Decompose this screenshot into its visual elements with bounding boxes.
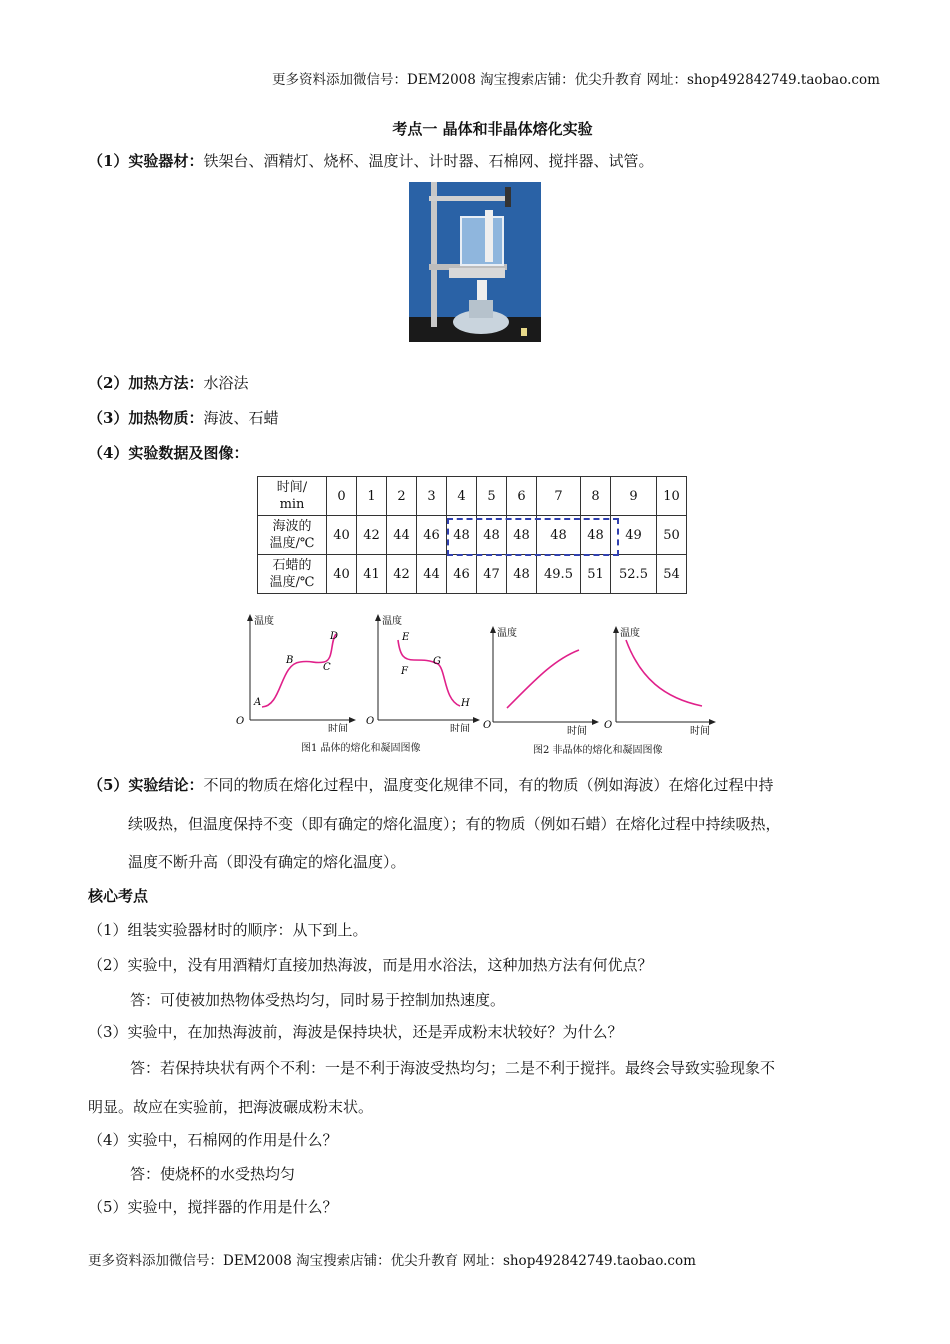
table-cell: 44 [387, 516, 417, 555]
section-title: 考点一 晶体和非晶体熔化实验 [392, 120, 593, 138]
method-label: （2）加热方法： [88, 374, 204, 392]
x-axis-arrow-icon [473, 717, 480, 723]
table-cell: 46 [417, 516, 447, 555]
question-2: （2）实验中，没有用酒精灯直接加热海波，而是用水浴法，这种加热方法有何优点？ [88, 956, 653, 974]
amorphous-melting-curve [507, 650, 579, 708]
table-cell: 2 [387, 477, 417, 516]
header-unit: min [279, 497, 305, 512]
table-cell: 9 [611, 477, 657, 516]
page-header: 更多资料添加微信号：DEM2008 淘宝搜索店铺：优尖升教育 网址：shop492842749.taobao.com [272, 72, 880, 88]
graph-crystal-solidifying [364, 612, 484, 736]
apparatus-illustration [409, 182, 541, 342]
table-row [258, 555, 687, 594]
row-label: 石蜡的 [272, 558, 312, 573]
origin-label: O [604, 720, 613, 731]
table-cell: 50 [657, 516, 687, 555]
substance-line [88, 407, 278, 428]
question-3: （3）实验中，在加热海波前，海波是保持块状，还是弄成粉末状较好？为什么？ [88, 1023, 623, 1041]
point-label: E [402, 632, 410, 643]
x-axis-label: 时间 [328, 724, 348, 732]
table-cell: 0 [327, 477, 357, 516]
conclusion-line-3: 温度不断升高（即没有确定的熔化温度）。 [128, 853, 406, 871]
table-header-cell [258, 477, 327, 516]
graph-amorphous-solidifying [604, 612, 720, 740]
y-axis-arrow-icon [375, 614, 381, 621]
table-cell: 54 [657, 555, 687, 594]
method-text: 水浴法 [203, 374, 249, 392]
origin-label: O [366, 716, 375, 727]
page-footer: 更多资料添加微信号：DEM2008 淘宝搜索店铺：优尖升教育 网址：shop492842749.taobao.com [88, 1253, 696, 1269]
table-cell: 4 [447, 477, 477, 516]
table-cell: 48 [447, 516, 477, 555]
table-cell: 1 [357, 477, 387, 516]
core-title: 核心考点 [88, 887, 149, 905]
table-cell: 8 [581, 477, 611, 516]
origin-label: O [483, 720, 492, 731]
table-cell: 42 [357, 516, 387, 555]
point-label: F [401, 666, 408, 677]
table-cell: 51 [581, 555, 611, 594]
table-cell: 42 [387, 555, 417, 594]
substance-label: （3）加热物质： [88, 409, 204, 427]
table-cell: 48 [507, 555, 537, 594]
table-cell: 52.5 [611, 555, 657, 594]
point-label: C [323, 662, 331, 673]
table-cell: 40 [327, 555, 357, 594]
point-label: D [330, 631, 339, 642]
table-cell: 7 [537, 477, 581, 516]
substance-text: 海波、石蜡 [203, 409, 279, 427]
graph-amorphous-melting [483, 612, 603, 740]
table-cell: 46 [447, 555, 477, 594]
answer-3-line-2: 明显。故应在实验前，把海波碾成粉末状。 [88, 1098, 374, 1116]
table-cell: 6 [507, 477, 537, 516]
table-header-cell [258, 516, 327, 555]
row-unit: 温度/℃ [269, 575, 315, 590]
y-axis-arrow-icon [613, 626, 619, 633]
table-cell: 48 [537, 516, 581, 555]
origin-label: O [236, 716, 245, 727]
x-axis-label: 时间 [450, 724, 470, 732]
y-axis-arrow-icon [490, 626, 496, 633]
equipment-line [88, 150, 653, 171]
conclusion-line-1 [88, 774, 773, 795]
x-axis-label: 时间 [690, 726, 710, 736]
x-axis-arrow-icon [592, 719, 599, 725]
conclusion-label: （5）实验结论： [88, 776, 204, 794]
conclusion-line-2: 续吸热，但温度保持不变（即有确定的熔化温度）；有的物质（例如石蜡）在熔化过程中持续吸热， [128, 815, 781, 833]
y-axis-label: 温度 [254, 616, 274, 627]
x-axis-arrow-icon [709, 719, 716, 725]
table-header-cell [258, 555, 327, 594]
equipment-label: （1）实验器材： [88, 152, 204, 170]
table-cell: 5 [477, 477, 507, 516]
method-line [88, 372, 248, 393]
apparatus-photo [409, 182, 541, 342]
data-label: （4）实验数据及图像： [88, 444, 249, 462]
figure-caption-1: 图1 晶体的熔化和凝固图像 [301, 743, 421, 754]
answer-2: 答：可使被加热物体受热均匀，同时易于控制加热速度。 [130, 991, 506, 1009]
plateau-highlight-box [447, 518, 619, 556]
x-axis-label: 时间 [567, 726, 587, 736]
table-cell: 44 [417, 555, 447, 594]
y-axis-label: 温度 [497, 628, 517, 639]
figure-caption-2: 图2 非晶体的熔化和凝固图像 [533, 745, 663, 756]
table-cell: 41 [357, 555, 387, 594]
conclusion-text-1: 不同的物质在熔化过程中，温度变化规律不同，有的物质（例如海波）在熔化过程中持 [203, 776, 774, 794]
question-1: （1）组装实验器材时的顺序：从下到上。 [88, 921, 368, 939]
y-axis-label: 温度 [382, 616, 402, 627]
table-cell: 49.5 [537, 555, 581, 594]
point-label: A [254, 697, 262, 708]
table-row [258, 477, 687, 516]
equipment-text: 铁架台、酒精灯、烧杯、温度计、计时器、石棉网、搅拌器、试管。 [203, 152, 654, 170]
question-4: （4）实验中，石棉网的作用是什么？ [88, 1131, 338, 1149]
point-label: B [286, 655, 294, 666]
point-label: H [461, 698, 470, 709]
table-cell: 48 [581, 516, 611, 555]
table-cell: 47 [477, 555, 507, 594]
point-label: G [433, 656, 441, 667]
answer-3-line-1: 答：若保持块状有两个不利：一是不利于海波受热均匀；二是不利于搅拌。最终会导致实验现象不 [130, 1059, 776, 1077]
table-cell: 10 [657, 477, 687, 516]
row-unit: 温度/℃ [269, 536, 315, 551]
answer-4: 答：使烧杯的水受热均匀 [130, 1165, 296, 1183]
amorphous-solidifying-curve [626, 640, 702, 706]
table-cell: 40 [327, 516, 357, 555]
question-5: （5）实验中，搅拌器的作用是什么？ [88, 1198, 338, 1216]
table-cell: 48 [477, 516, 507, 555]
y-axis-label: 温度 [620, 628, 640, 639]
graph-crystal-melting [232, 612, 362, 736]
table-cell: 48 [507, 516, 537, 555]
x-axis-arrow-icon [349, 717, 356, 723]
header-label: 时间/ [276, 480, 308, 495]
table-cell: 49 [611, 516, 657, 555]
y-axis-arrow-icon [247, 614, 253, 621]
row-label: 海波的 [272, 519, 312, 534]
table-cell: 3 [417, 477, 447, 516]
